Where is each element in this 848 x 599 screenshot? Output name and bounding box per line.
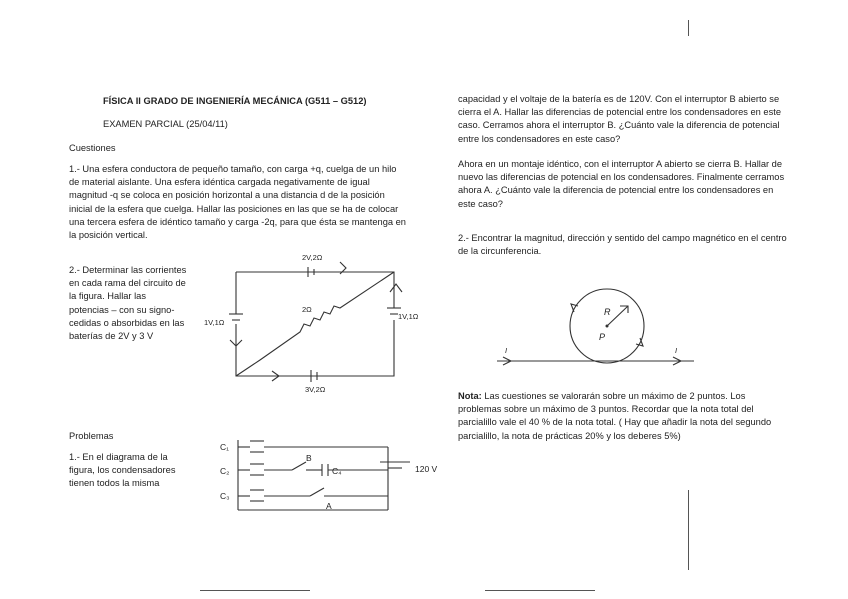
- battery-label-120v: 120 V: [415, 464, 438, 474]
- problem-1-part-2: Ahora en un montaje idéntico, con el interruptor A abierto se cierra B. Hallar de nuevo las diferencias de potencial en los condensadores. Finalmente cerramos ahora A. ¿Cuánto vale la diferencia de potencial entre los condensadores en este caso?: [458, 159, 785, 209]
- capacitor-label-c2: C₂: [220, 466, 230, 476]
- circuit-label-left: 1V,1Ω: [204, 318, 225, 327]
- circuit-label-top: 2V,2Ω: [302, 253, 323, 262]
- nota-block: [458, 390, 790, 443]
- capacitor-label-c3: C₃: [220, 491, 230, 501]
- scan-edge-mark: [688, 20, 689, 36]
- nota-label: Nota:: [458, 391, 482, 401]
- capacitor-label-c4: C₄: [332, 466, 342, 476]
- current-label-right: I: [675, 346, 678, 355]
- problem-1-text: 1.- En el diagrama de la figura, los condensadores tienen todos la misma: [69, 452, 176, 489]
- problem-1-continuation: capacidad y el voltaje de la batería es de 120V. Con el interruptor B abierto se cierra el A. Hallar las diferencias de potencial entre los condensadores en este caso. Cerramos ahora el interruptor B. ¿Cuánto vale la diferencia de potencial entre los condensadores en este caso?: [458, 94, 781, 144]
- problemas-heading: Problemas: [69, 431, 114, 441]
- question-3-text: 2.- Encontrar la magnitud, dirección y sentido del campo magnético en el centro de la circunferencia.: [458, 233, 787, 257]
- scan-edge-mark: [688, 490, 689, 570]
- scan-bottom-mark: [200, 590, 310, 591]
- current-label-left: I: [505, 346, 508, 355]
- circuit-label-resistor: 2Ω: [302, 305, 312, 314]
- exam-title: FÍSICA II GRADO DE INGENIERÍA MECÁNICA (G511 – G512): [103, 96, 367, 106]
- point-label: P: [599, 332, 606, 342]
- switch-label-a: A: [326, 501, 332, 511]
- scan-bottom-mark: [485, 590, 595, 591]
- question-1-text: 1.- Una esfera conductora de pequeño tamaño, con carga +q, cuelga de un hilo de material aislante. Una esfera idéntica cargada negativamente de igual magnitud -q se coloca en posición horizontal a una distancia d de la posición inicial de la esfera que cuelga. Hallar las posiciones en las que se ha de colocar una tercera esfera de idéntico tamaño y carga -2q, para que ésta se mantenga en la posición vertical.: [69, 164, 406, 240]
- cuestiones-heading: Cuestiones: [69, 143, 116, 153]
- circuit-label-right: 1V,1Ω: [398, 312, 419, 321]
- exam-subtitle: EXAMEN PARCIAL (25/04/11): [103, 119, 228, 129]
- circuit-label-bottom: 3V,2Ω: [305, 385, 326, 394]
- radius-label: R: [604, 307, 611, 317]
- nota-text: Las cuestiones se valorarán sobre un máximo de 2 puntos. Los problemas sobre un máximo de 3 puntos. Recordar que la nota total del parcialillo vale el 40 % de la nota total. ( Hay que añadir la nota del segundo parcialillo, la nota de prácticas 20% y los deberes 5%): [458, 391, 772, 441]
- switch-label-b: B: [306, 453, 312, 463]
- question-2-text: 2.- Determinar las corrientes en cada rama del circuito de la figura. Hallar las potencias – con su signo- cedidas o absorbidas en las baterías de 2V y 3 V: [69, 265, 187, 341]
- capacitor-label-c1: C₁: [220, 442, 230, 452]
